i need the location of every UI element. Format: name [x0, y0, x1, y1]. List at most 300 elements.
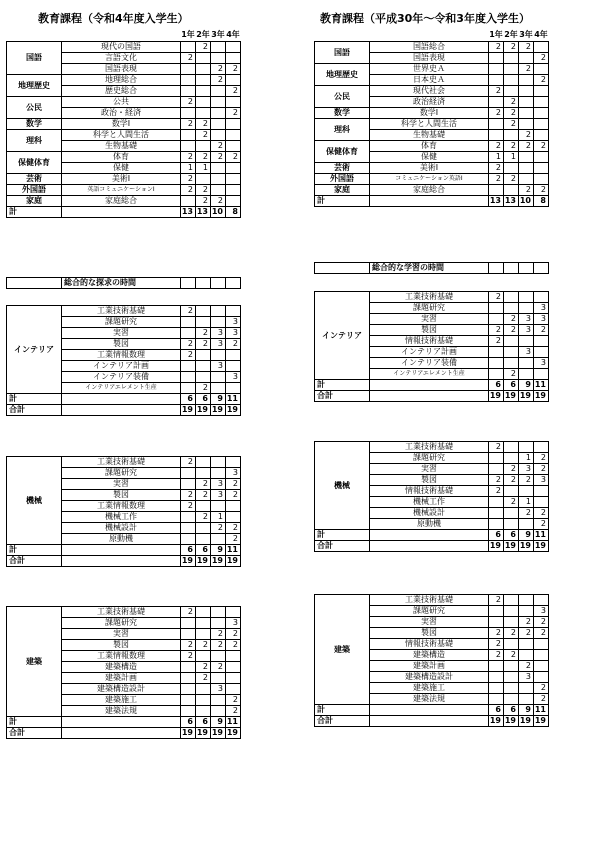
credit-cell: 3: [211, 361, 226, 372]
credit-cell: 3: [519, 464, 534, 475]
subject-name: 生物基礎: [62, 141, 181, 152]
credit-cell: 2: [489, 108, 504, 119]
credit-cell: 8: [226, 207, 241, 218]
credit-cell: [534, 595, 549, 606]
credit-cell: 2: [504, 650, 519, 661]
subject-name: 国語総合: [370, 42, 489, 53]
subject-name: 原動機: [370, 519, 489, 530]
subject-name: インテリア装備: [370, 358, 489, 369]
blank-cell: [370, 196, 489, 207]
subject-category: 数学: [7, 119, 62, 130]
credit-cell: 2: [226, 523, 241, 534]
subject-name: 英語コミュニケーションⅠ: [62, 185, 181, 196]
department-name: インテリア: [7, 306, 62, 394]
credit-cell: 2: [226, 706, 241, 717]
credit-cell: 3: [211, 479, 226, 490]
credit-cell: 2: [181, 152, 196, 163]
credit-cell: [226, 163, 241, 174]
credit-cell: [534, 442, 549, 453]
credit-cell: [489, 347, 504, 358]
credit-cell: [226, 130, 241, 141]
credit-cell: 9: [519, 530, 534, 541]
subject-category: 地理歴史: [7, 75, 62, 97]
department-name: 建築: [7, 607, 62, 717]
credit-cell: 3: [519, 672, 534, 683]
credit-cell: 3: [534, 475, 549, 486]
credit-cell: 3: [534, 358, 549, 369]
credit-cell: [181, 108, 196, 119]
credit-cell: [519, 639, 534, 650]
subject-name: 課題研究: [62, 317, 181, 328]
subject-name: 政治・経済: [62, 108, 181, 119]
credit-cell: 2: [211, 640, 226, 651]
credit-cell: [489, 97, 504, 108]
credit-cell: 2: [534, 453, 549, 464]
credit-cell: 2: [181, 119, 196, 130]
subject-name: 製図: [370, 325, 489, 336]
credit-cell: [181, 684, 196, 695]
blank-cell: [62, 556, 181, 567]
credit-cell: [196, 97, 211, 108]
credit-cell: 2: [504, 475, 519, 486]
subject-name: 工業技術基礎: [370, 595, 489, 606]
credit-cell: [211, 651, 226, 662]
credit-cell: 2: [196, 196, 211, 207]
credit-cell: 2: [519, 130, 534, 141]
credit-cell: 2: [504, 464, 519, 475]
subject-name: 建築構造: [62, 662, 181, 673]
credit-cell: 3: [211, 328, 226, 339]
credit-cell: [534, 497, 549, 508]
blank-cell: [315, 263, 370, 274]
subject-name: 国語表現: [62, 64, 181, 75]
subject-name: 機械設計: [370, 508, 489, 519]
credit-cell: [504, 617, 519, 628]
table-row: [315, 263, 549, 274]
table-row: [7, 457, 241, 468]
credit-cell: [489, 119, 504, 130]
credit-cell: [534, 369, 549, 380]
credit-cell: [196, 618, 211, 629]
credit-cell: [519, 486, 534, 497]
table-row: [315, 163, 549, 174]
inquiry-label: 総合的な学習の時間: [370, 263, 489, 274]
credit-cell: [181, 75, 196, 86]
year-header: 2年: [504, 30, 518, 39]
credit-cell: [504, 694, 519, 705]
credit-cell: 11: [534, 380, 549, 391]
credit-cell: [226, 383, 241, 394]
credit-cell: 2: [519, 475, 534, 486]
credit-cell: [211, 185, 226, 196]
credit-cell: [504, 64, 519, 75]
credit-cell: [181, 86, 196, 97]
blank-cell: [62, 207, 181, 218]
subject-name: 実習: [62, 328, 181, 339]
credit-cell: 2: [534, 185, 549, 196]
credit-cell: [226, 196, 241, 207]
credit-cell: 19: [519, 391, 534, 402]
credit-cell: 6: [196, 545, 211, 556]
credit-cell: [534, 130, 549, 141]
credit-cell: [196, 86, 211, 97]
total-row: [7, 394, 241, 405]
total-label: 計: [315, 380, 370, 391]
credit-cell: [181, 512, 196, 523]
subject-category: 保健体育: [7, 152, 62, 174]
table-row: [315, 141, 549, 152]
year-header: 3年: [211, 30, 225, 39]
subject-name: 美術Ⅰ: [370, 163, 489, 174]
credit-cell: [489, 672, 504, 683]
subject-name: 建築施工: [370, 683, 489, 694]
credit-cell: 19: [489, 541, 504, 552]
credit-cell: 2: [181, 339, 196, 350]
subject-name: 保健: [370, 152, 489, 163]
total-label: 計: [7, 394, 62, 405]
total-row: [315, 391, 549, 402]
credit-cell: [181, 141, 196, 152]
subject-name: 保健: [62, 163, 181, 174]
credit-cell: [504, 130, 519, 141]
credit-cell: [534, 152, 549, 163]
credit-cell: 1: [196, 163, 211, 174]
credit-cell: 2: [534, 628, 549, 639]
subject-name: 建築構造: [370, 650, 489, 661]
credit-cell: [226, 278, 241, 289]
credit-cell: [211, 706, 226, 717]
credit-cell: 6: [489, 705, 504, 716]
credit-cell: [196, 468, 211, 479]
table-row: [315, 86, 549, 97]
total-row: [7, 717, 241, 728]
credit-cell: [519, 263, 534, 274]
credit-cell: [211, 607, 226, 618]
credit-cell: [504, 53, 519, 64]
credit-cell: 2: [226, 86, 241, 97]
credit-cell: [489, 519, 504, 530]
credit-cell: [196, 53, 211, 64]
subject-name: 工業技術基礎: [62, 306, 181, 317]
credit-cell: [534, 42, 549, 53]
credit-cell: [489, 453, 504, 464]
total-row: [315, 541, 549, 552]
credit-cell: 2: [519, 508, 534, 519]
credit-cell: [226, 457, 241, 468]
credit-cell: [211, 97, 226, 108]
subject-name: 言語文化: [62, 53, 181, 64]
credit-cell: 19: [534, 716, 549, 727]
subject-name: 歴史総合: [62, 86, 181, 97]
credit-cell: 2: [226, 152, 241, 163]
total-row: [7, 556, 241, 567]
year-header: 2年: [196, 30, 210, 39]
credit-cell: [519, 86, 534, 97]
credit-cell: 2: [504, 141, 519, 152]
credit-cell: 19: [211, 405, 226, 416]
table-row: [7, 607, 241, 618]
inquiry-table: [6, 277, 241, 289]
credit-cell: [181, 328, 196, 339]
credit-cell: [211, 501, 226, 512]
credit-cell: 2: [196, 42, 211, 53]
credit-cell: [211, 108, 226, 119]
subject-name: 工業情報数理: [62, 350, 181, 361]
subject-name: 建築法規: [62, 706, 181, 717]
credit-cell: 19: [211, 728, 226, 739]
subject-name: 工業情報数理: [62, 501, 181, 512]
subject-name: 機械設計: [62, 523, 181, 534]
credit-cell: [181, 130, 196, 141]
blank-cell: [370, 716, 489, 727]
subject-name: 課題研究: [62, 468, 181, 479]
credit-cell: 19: [504, 541, 519, 552]
subject-name: 機械工作: [62, 512, 181, 523]
credit-cell: 19: [226, 728, 241, 739]
credit-cell: [519, 358, 534, 369]
total-label: 計: [7, 545, 62, 556]
credit-cell: [504, 263, 519, 274]
subject-name: 実習: [62, 479, 181, 490]
total-row: [7, 728, 241, 739]
total-label: 合計: [315, 541, 370, 552]
credit-cell: [196, 64, 211, 75]
credit-cell: 2: [519, 64, 534, 75]
credit-cell: [211, 618, 226, 629]
subject-name: 政治経済: [370, 97, 489, 108]
credit-cell: [489, 314, 504, 325]
credit-cell: 2: [489, 595, 504, 606]
blank-cell: [7, 278, 62, 289]
credit-cell: [519, 442, 534, 453]
credit-cell: 2: [226, 479, 241, 490]
credit-cell: 2: [211, 75, 226, 86]
credit-cell: [196, 350, 211, 361]
credit-cell: 2: [489, 486, 504, 497]
subject-name: インテリアエレメント生産: [370, 369, 489, 380]
department-name: 機械: [315, 442, 370, 530]
credit-cell: [211, 42, 226, 53]
credit-cell: 9: [211, 394, 226, 405]
subject-name: 建築法規: [370, 694, 489, 705]
credit-cell: 11: [226, 545, 241, 556]
credit-cell: 2: [226, 490, 241, 501]
credit-cell: 2: [504, 42, 519, 53]
credit-cell: [504, 347, 519, 358]
credit-cell: 3: [226, 317, 241, 328]
credit-cell: 2: [181, 490, 196, 501]
credit-cell: [504, 508, 519, 519]
credit-cell: 2: [196, 152, 211, 163]
credit-cell: [196, 306, 211, 317]
credit-cell: [504, 86, 519, 97]
credit-cell: [181, 629, 196, 640]
credit-cell: [211, 372, 226, 383]
subject-name: インテリア計画: [370, 347, 489, 358]
subject-name: 実習: [62, 629, 181, 640]
credit-cell: [211, 468, 226, 479]
credit-cell: [211, 86, 226, 97]
subject-name: 工業技術基礎: [370, 442, 489, 453]
credit-cell: 2: [534, 508, 549, 519]
credit-cell: [519, 108, 534, 119]
credit-cell: 19: [519, 541, 534, 552]
blank-cell: [62, 394, 181, 405]
credit-cell: [519, 292, 534, 303]
subject-name: 現代の国語: [62, 42, 181, 53]
credit-cell: 2: [196, 119, 211, 130]
credit-cell: [504, 661, 519, 672]
credit-cell: [181, 42, 196, 53]
credit-cell: [181, 523, 196, 534]
credit-cell: [504, 519, 519, 530]
subject-category: 外国語: [315, 174, 370, 185]
credit-cell: 2: [211, 629, 226, 640]
credit-cell: 2: [489, 628, 504, 639]
table-row: [315, 42, 549, 53]
credit-cell: [534, 486, 549, 497]
credit-cell: [519, 519, 534, 530]
subject-name: 世界史Ａ: [370, 64, 489, 75]
credit-cell: [196, 141, 211, 152]
credit-cell: [181, 618, 196, 629]
blank-cell: [62, 405, 181, 416]
credit-cell: [519, 694, 534, 705]
credit-cell: 2: [519, 617, 534, 628]
table-row: [315, 119, 549, 130]
total-label: 合計: [315, 716, 370, 727]
credit-cell: 6: [504, 705, 519, 716]
credit-cell: 19: [534, 541, 549, 552]
credit-cell: 3: [534, 606, 549, 617]
credit-cell: [534, 292, 549, 303]
credit-cell: 2: [519, 42, 534, 53]
subject-name: 建築計画: [62, 673, 181, 684]
credit-cell: [226, 684, 241, 695]
total-label: 計: [315, 530, 370, 541]
credit-cell: [211, 383, 226, 394]
credit-cell: [226, 185, 241, 196]
credit-cell: 2: [226, 534, 241, 545]
credit-cell: 2: [489, 86, 504, 97]
credit-cell: 2: [519, 185, 534, 196]
credit-cell: [196, 75, 211, 86]
credit-cell: 2: [211, 523, 226, 534]
credit-cell: 2: [196, 512, 211, 523]
credit-cell: [489, 303, 504, 314]
credit-cell: [226, 53, 241, 64]
credit-cell: 2: [181, 640, 196, 651]
credit-cell: 13: [196, 207, 211, 218]
subject-name: 国語表現: [370, 53, 489, 64]
credit-cell: 6: [181, 394, 196, 405]
subject-name: 美術Ⅰ: [62, 174, 181, 185]
total-label: 合計: [7, 728, 62, 739]
credit-cell: 2: [489, 292, 504, 303]
credit-cell: [489, 369, 504, 380]
credit-cell: [489, 694, 504, 705]
credit-cell: [226, 662, 241, 673]
credit-cell: 2: [226, 640, 241, 651]
total-label: 合計: [315, 391, 370, 402]
year-header: 3年: [519, 30, 533, 39]
credit-cell: [504, 442, 519, 453]
credit-cell: 2: [181, 306, 196, 317]
credit-cell: 3: [534, 314, 549, 325]
credit-cell: [504, 358, 519, 369]
credit-cell: [519, 683, 534, 694]
subject-name: 工業情報数理: [62, 651, 181, 662]
credit-cell: [534, 336, 549, 347]
subject-name: 課題研究: [370, 453, 489, 464]
credit-cell: [504, 453, 519, 464]
credit-cell: 19: [504, 391, 519, 402]
total-label: 合計: [7, 405, 62, 416]
credit-cell: 3: [211, 490, 226, 501]
blank-cell: [370, 391, 489, 402]
subject-name: 科学と人間生活: [370, 119, 489, 130]
credit-cell: [196, 607, 211, 618]
subject-name: 実習: [370, 617, 489, 628]
table-row: [7, 174, 241, 185]
credit-cell: 2: [489, 42, 504, 53]
subject-name: 製図: [370, 628, 489, 639]
credit-cell: 2: [534, 464, 549, 475]
credit-cell: 3: [519, 325, 534, 336]
credit-cell: [519, 650, 534, 661]
common-subjects-table: [6, 41, 241, 218]
credit-cell: 2: [489, 442, 504, 453]
credit-cell: 2: [196, 479, 211, 490]
department-table: [314, 594, 549, 727]
credit-cell: 2: [489, 325, 504, 336]
credit-cell: [489, 464, 504, 475]
credit-cell: 6: [181, 545, 196, 556]
credit-cell: 2: [226, 64, 241, 75]
subject-name: 課題研究: [62, 618, 181, 629]
common-subjects-table: [314, 41, 549, 207]
credit-cell: [489, 64, 504, 75]
credit-cell: [196, 501, 211, 512]
credit-cell: [534, 347, 549, 358]
credit-cell: 2: [504, 369, 519, 380]
credit-cell: 3: [211, 339, 226, 350]
credit-cell: 11: [226, 394, 241, 405]
credit-cell: [226, 174, 241, 185]
credit-cell: [196, 317, 211, 328]
credit-cell: 2: [196, 130, 211, 141]
credit-cell: [181, 372, 196, 383]
credit-cell: 2: [226, 629, 241, 640]
credit-cell: [519, 369, 534, 380]
credit-cell: [211, 163, 226, 174]
subject-category: 芸術: [7, 174, 62, 185]
credit-cell: [519, 75, 534, 86]
table-row: [7, 119, 241, 130]
table-row: [7, 97, 241, 108]
blank-cell: [370, 541, 489, 552]
subject-name: 製図: [370, 475, 489, 486]
table-row: [7, 278, 241, 289]
total-label: 計: [315, 705, 370, 716]
credit-cell: 2: [196, 673, 211, 684]
credit-cell: 2: [181, 457, 196, 468]
subject-category: 家庭: [7, 196, 62, 207]
subject-name: 家庭総合: [370, 185, 489, 196]
subject-category: 保健体育: [315, 141, 370, 163]
credit-cell: 3: [226, 328, 241, 339]
credit-cell: [181, 479, 196, 490]
